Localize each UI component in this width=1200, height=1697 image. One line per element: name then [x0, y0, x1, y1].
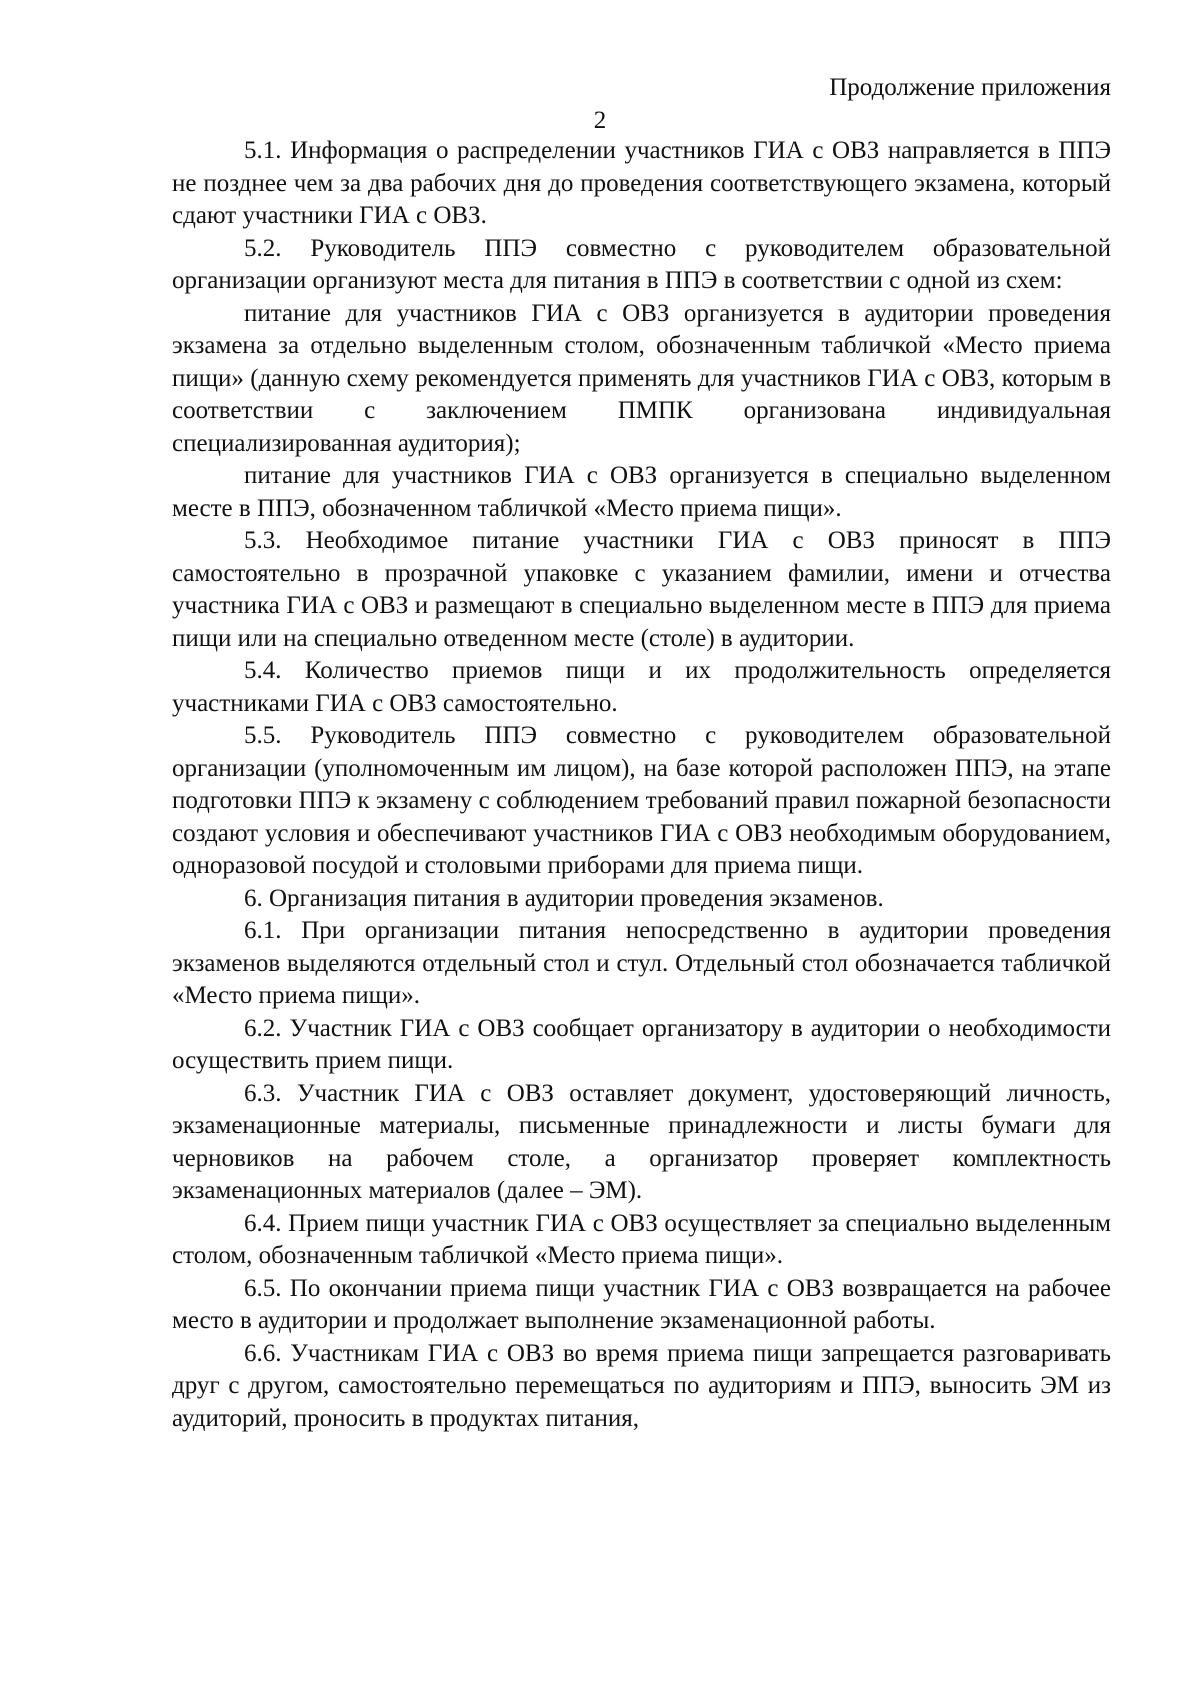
paragraph-6-2: 6.2. Участник ГИА с ОВЗ сообщает организатору в аудитории о необходимости осуществить прием пищи.	[172, 1014, 1111, 1074]
paragraph-5-3: 5.3. Необходимое питание участники ГИА с ОВЗ приносят в ППЭ самостоятельно в прозрачной упаковке с указанием фамилии, имени и отчества участника ГИА с ОВЗ и размещают в специально выделенном месте в ППЭ для приема пищи или на специально отведенном месте (столе) в аудитории.	[172, 527, 1111, 652]
paragraph-6-5: 6.5. По окончании приема пищи участник ГИА с ОВЗ возвращается на рабочее место в аудитории и продолжает выполнение экзаменационной работы.	[172, 1274, 1111, 1334]
paragraph-5-4: 5.4. Количество приемов пищи и их продолжительность определяется участниками ГИА с ОВЗ самостоятельно.	[172, 657, 1111, 717]
paragraph-5-1: 5.1. Информация о распределении участников ГИА с ОВЗ направляется в ППЭ не позднее чем за два рабочих дня до проведения соответствующего экзамена, который сдают участники ГИА с ОВЗ.	[172, 137, 1111, 229]
paragraph-6-1: 6.1. При организации питания непосредственно в аудитории проведения экзаменов выделяются отдельный стол и стул. Отдельный стол обозначается табличкой «Место приема пищи».	[172, 917, 1111, 1009]
paragraph-scheme-2: питание для участников ГИА с ОВЗ организуется в специально выделенном месте в ППЭ, обозначенном табличкой «Место приема пищи».	[172, 462, 1111, 522]
paragraph-6: 6. Организация питания в аудитории проведения экзаменов.	[244, 884, 884, 912]
document-body	[172, 135, 1111, 1435]
paragraph-6-6: 6.6. Участникам ГИА с ОВЗ во время приема пищи запрещается разговаривать друг с другом, самостоятельно перемещаться по аудиториям и ППЭ, выносить ЭМ из аудиторий, проносить в продуктах питания,	[172, 1339, 1111, 1432]
page-header: Продолжение приложения	[829, 74, 1111, 101]
paragraph-5-2: 5.2. Руководитель ППЭ совместно с руководителем образовательной организации организуют места для питания в ППЭ в соответствии с одной из схем:	[172, 234, 1111, 294]
paragraph-6-4: 6.4. Прием пищи участник ГИА с ОВЗ осуществляет за специально выделенным столом, обозначенным табличкой «Место приема пищи».	[172, 1209, 1111, 1269]
paragraph-scheme-1: питание для участников ГИА с ОВЗ организуется в аудитории проведения экзамена за отдельно выделенным столом, обозначенным табличкой «Место приема пищи» (данную схему рекомендуется применять для участников ГИА с ОВЗ, которым в соответствии с заключением ПМПК организована индивидуальная специализированная аудитория);	[172, 299, 1111, 457]
paragraph-6-3: 6.3. Участник ГИА с ОВЗ оставляет документ, удостоверяющий личность, экзаменационные материалы, письменные принадлежности и листы бумаги для черновиков на рабочем столе, а организатор проверяет комплектность экзаменационных материалов (далее – ЭМ).	[172, 1079, 1111, 1204]
paragraph-5-5: 5.5. Руководитель ППЭ совместно с руководителем образовательной организации (уполномоченным им лицом), на базе которой расположен ППЭ, на этапе подготовки ППЭ к экзамену с соблюдением требований правил пожарной безопасности создают условия и обеспечивают участников ГИА с ОВЗ необходимым оборудованием, одноразовой посудой и столовыми приборами для приема пищи.	[172, 722, 1111, 879]
page-number: 2	[593, 107, 607, 134]
